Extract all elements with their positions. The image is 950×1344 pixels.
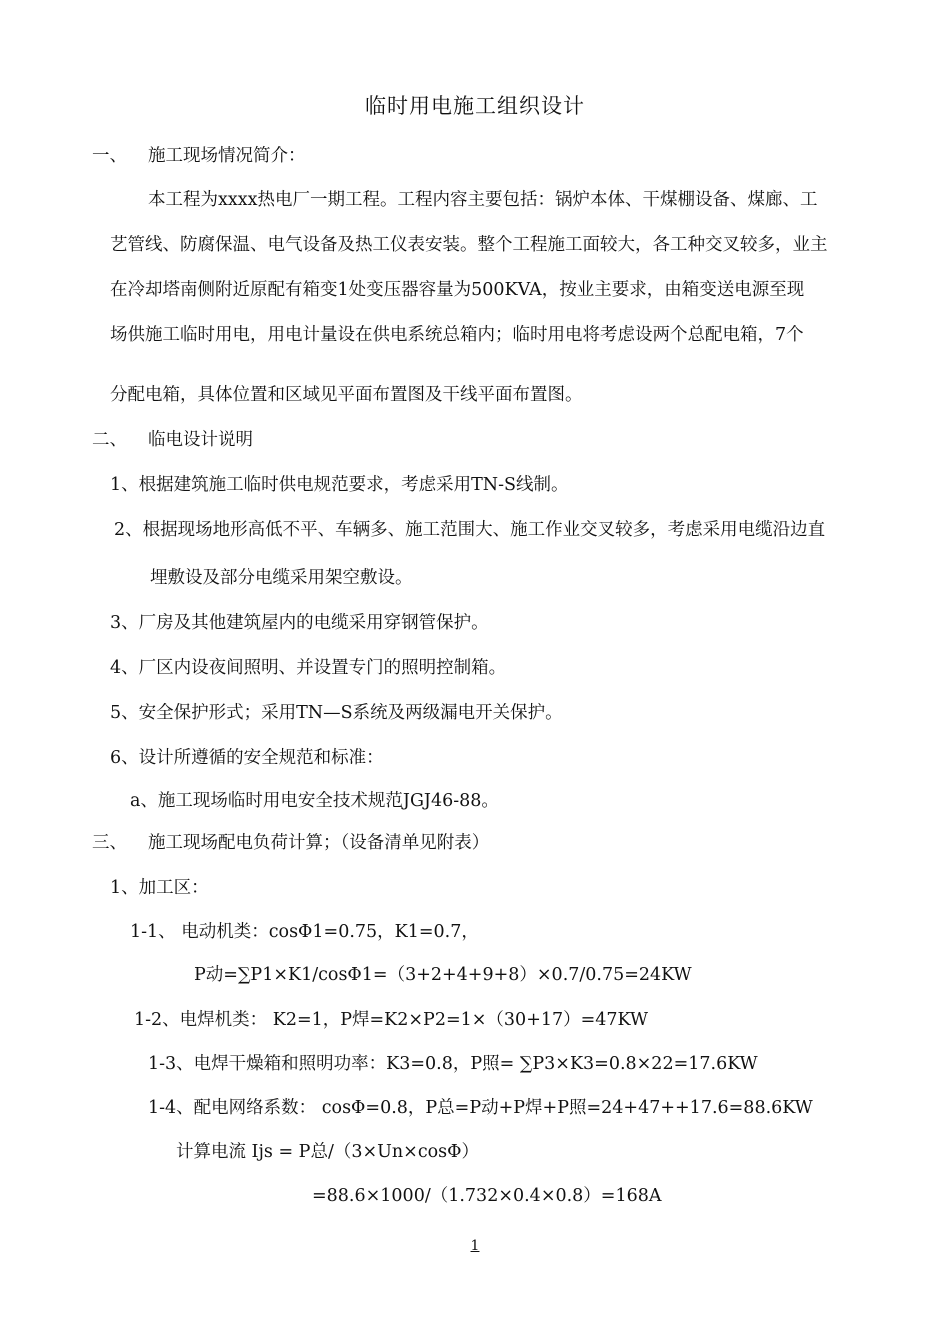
list-item: 5、安全保护形式；采用TN—S系统及两级漏电开关保护。: [110, 703, 563, 723]
list-item-continuation: 埋敷设及部分电缆采用架空敷设。: [150, 568, 413, 588]
calc-formula: P动=∑P1×K1/cosΦ1=（3+2+4+9+8）×0.7/0.75=24KW: [194, 965, 692, 985]
document-title: 临时用电施工组织设计: [365, 94, 585, 118]
list-item: 3、厂房及其他建筑屋内的电缆采用穿钢管保护。: [110, 613, 489, 633]
section-title: 施工现场配电负荷计算；（设备清单见附表）: [148, 833, 490, 853]
list-item: 6、设计所遵循的安全规范和标准：: [110, 748, 384, 768]
section-heading-2: [92, 428, 253, 452]
section-heading-3: [92, 831, 489, 855]
section-number: 一、: [92, 146, 127, 166]
calc-line: 1-2、电焊机类： K2=1，P焊=K2×P2=1×（30+17）=47KW: [134, 1010, 648, 1030]
paragraph-line: 场供施工临时用电，用电计量设在供电系统总箱内；临时用电将考虑设两个总配电箱，7个: [110, 325, 804, 345]
section-heading-1: [92, 144, 306, 168]
calc-line: 1-4、配电网络系数： cosΦ=0.8，P总=P动+P焊+P照=24+47++17.6=88.6KW: [148, 1098, 813, 1118]
section-title: 施工现场情况简介：: [148, 146, 306, 166]
calc-heading: 1、加工区：: [110, 878, 209, 898]
list-item: 1、根据建筑施工临时供电规范要求，考虑采用TN-S线制。: [110, 475, 569, 495]
page-number: 1: [470, 1238, 480, 1254]
calc-formula: 计算电流 Ijs = P总/（3×Un×cosΦ）: [176, 1142, 479, 1162]
list-item: 4、厂区内设夜间照明、并设置专门的照明控制箱。: [110, 658, 507, 678]
paragraph-line: 在冷却塔南侧附近原配有箱变1处变压器容量为500KVA，按业主要求，由箱变送电源至现: [110, 280, 805, 300]
calc-result: =88.6×1000/（1.732×0.4×0.8）=168A: [312, 1186, 662, 1206]
section-title: 临电设计说明: [148, 430, 253, 450]
section-number: 三、: [92, 833, 127, 853]
section-number: 二、: [92, 430, 127, 450]
paragraph-line: 分配电箱，具体位置和区域见平面布置图及干线平面布置图。: [110, 385, 583, 405]
list-item: 2、根据现场地形高低不平、车辆多、施工范围大、施工作业交叉较多，考虑采用电缆沿边直: [114, 520, 826, 540]
list-subitem: a、施工现场临时用电安全技术规范JGJ46-88。: [130, 791, 499, 811]
calc-line: 1-1、 电动机类：cosΦ1=0.75，K1=0.7，: [130, 922, 479, 942]
paragraph-line: 艺管线、防腐保温、电气设备及热工仪表安装。整个工程施工面较大，各工种交叉较多，业主: [110, 235, 828, 255]
paragraph-line: 本工程为xxxx热电厂一期工程。工程内容主要包括：锅炉本体、干煤棚设备、煤廊、工: [148, 190, 818, 210]
calc-line: 1-3、电焊干燥箱和照明功率：K3=0.8，P照= ∑P3×K3=0.8×22=17.6KW: [148, 1054, 758, 1074]
